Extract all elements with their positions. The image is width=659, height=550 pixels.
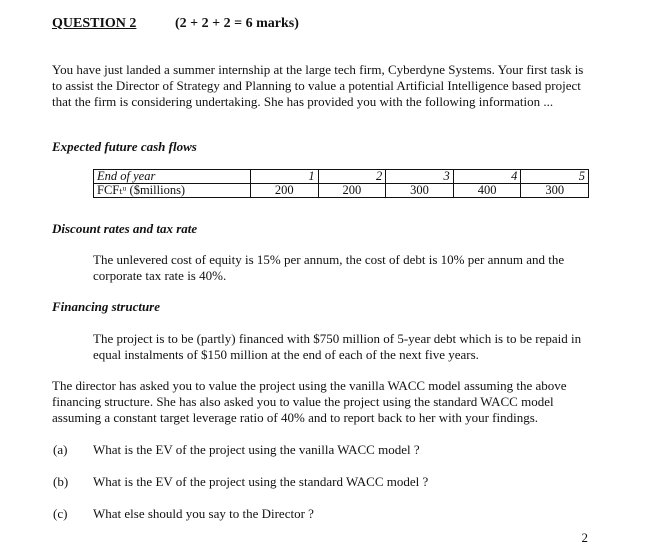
- question-marks: (2 + 2 + 2 = 6 marks): [175, 16, 299, 31]
- part-a-text: What is the EV of the project using the vanilla WACC model ?: [93, 442, 420, 457]
- year-cell: 3: [386, 170, 454, 184]
- cash-flow-value: 200: [251, 184, 319, 198]
- cash-flows-heading: Expected future cash flows: [52, 139, 197, 154]
- cash-flow-header-label: End of year: [94, 170, 251, 184]
- financing-heading: Financing structure: [52, 299, 161, 314]
- cash-flow-row-label: FCFₜᵘ ($millions): [94, 184, 251, 198]
- year-cell: 5: [521, 170, 589, 184]
- cash-flow-value: 400: [453, 184, 521, 198]
- cash-flow-header-row: [94, 170, 589, 184]
- part-c-label: (c): [53, 506, 68, 521]
- cash-flow-value: 300: [386, 184, 454, 198]
- year-cell: 2: [318, 170, 386, 184]
- question-title: QUESTION 2: [52, 16, 137, 31]
- director-paragraph: The director has asked you to value the project using the vanilla WACC model assuming the above financing structure. She has also asked you to value the project using the standard WACC model assuming a constant target leverage ratio of 40% and to report back to her with your findings.: [52, 378, 567, 425]
- cash-flow-table: [93, 169, 589, 198]
- part-b-text: What is the EV of the project using the standard WACC model ?: [93, 474, 429, 489]
- cash-flow-value: 200: [318, 184, 386, 198]
- intro-paragraph: You have just landed a summer internship at the large tech firm, Cyberdyne Systems. Your first task is to assist the Director of Strategy and Planning to value a potential Artificial Intelligence based project that the firm is considering undertaking. She has provided you with the following information ...: [52, 62, 584, 109]
- year-cell: 4: [453, 170, 521, 184]
- discount-heading: Discount rates and tax rate: [52, 221, 198, 236]
- discount-paragraph: The unlevered cost of equity is 15% per annum, the cost of debt is 10% per annum and the corporate tax rate is 40%.: [93, 252, 565, 283]
- part-b-label: (b): [53, 474, 69, 489]
- cash-flow-value: 300: [521, 184, 589, 198]
- year-cell: 1: [251, 170, 319, 184]
- part-c-text: What else should you say to the Director ?: [93, 506, 314, 521]
- financing-paragraph: The project is to be (partly) financed with $750 million of 5-year debt which is to be repaid in equal instalments of $150 million at the end of each of the next five years.: [93, 331, 582, 362]
- part-a-label: (a): [53, 442, 68, 457]
- cash-flow-value-row: [94, 184, 589, 198]
- page-number: 2: [581, 530, 588, 545]
